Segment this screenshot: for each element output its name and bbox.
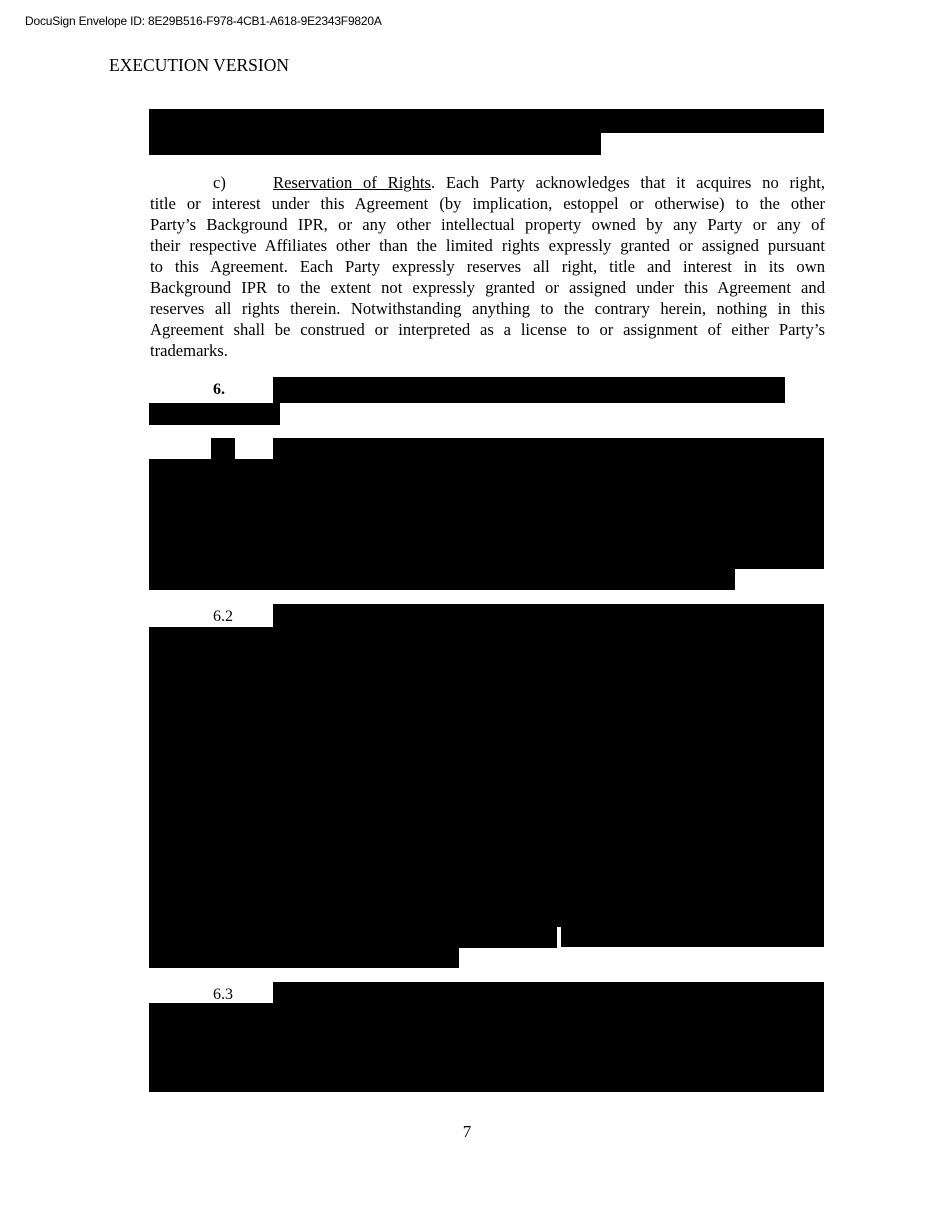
clause-first-line-body: . Each Party acknowledges that it acquires no right, bbox=[430, 173, 825, 192]
redaction-block bbox=[211, 438, 235, 460]
paragraph-first-line-text bbox=[273, 172, 825, 193]
paragraph-line: Background IPR to the extent not expressly granted or assigned under this Agreement and bbox=[150, 278, 825, 297]
redaction-block bbox=[561, 926, 824, 947]
section-6-3-number: 6.3 bbox=[213, 986, 233, 1003]
paragraph-first-line bbox=[150, 172, 825, 193]
redaction-block bbox=[273, 982, 824, 1004]
paragraph-line: reserves all rights therein. Notwithstanding anything to the contrary herein, nothing in this bbox=[150, 299, 825, 318]
redaction-block bbox=[149, 568, 735, 590]
docusign-envelope-id: DocuSign Envelope ID: 8E29B516-F978-4CB1-A618-9E2343F9820A bbox=[25, 14, 382, 28]
redaction-block bbox=[149, 109, 824, 133]
redaction-block bbox=[273, 604, 824, 628]
execution-version-label: EXECUTION VERSION bbox=[109, 55, 290, 75]
redaction-block bbox=[273, 377, 785, 403]
page-number: 7 bbox=[462, 1122, 472, 1141]
section-6-2-number: 6.2 bbox=[213, 608, 233, 625]
paragraph-line: to this Agreement. Each Party expressly reserves all right, title and interest in its own bbox=[150, 257, 825, 276]
reservation-of-rights-paragraph bbox=[150, 172, 825, 361]
redaction-block bbox=[149, 1003, 824, 1092]
paragraph-line: Party’s Background IPR, or any other intellectual property owned by any Party or any of bbox=[150, 215, 825, 234]
redaction-block bbox=[149, 926, 557, 948]
clause-label: c) bbox=[213, 173, 226, 192]
redaction-block bbox=[149, 403, 280, 425]
redaction-block bbox=[149, 947, 459, 968]
paragraph-line: their respective Affiliates other than the limited rights expressly granted or assigned pursuant bbox=[150, 236, 825, 255]
redaction-block bbox=[149, 133, 601, 155]
clause-heading: Reservation of Rights bbox=[273, 173, 431, 192]
redaction-block bbox=[149, 627, 824, 927]
redaction-block bbox=[149, 459, 824, 569]
paragraph-line: title or interest under this Agreement (by implication, estoppel or otherwise) to the other bbox=[150, 194, 825, 213]
section-6-number: 6. bbox=[213, 381, 225, 398]
paragraph-line: trademarks. bbox=[150, 341, 228, 360]
paragraph-line: Agreement shall be construed or interpreted as a license to or assignment of either Party’s bbox=[150, 320, 825, 339]
redaction-block bbox=[273, 438, 824, 460]
